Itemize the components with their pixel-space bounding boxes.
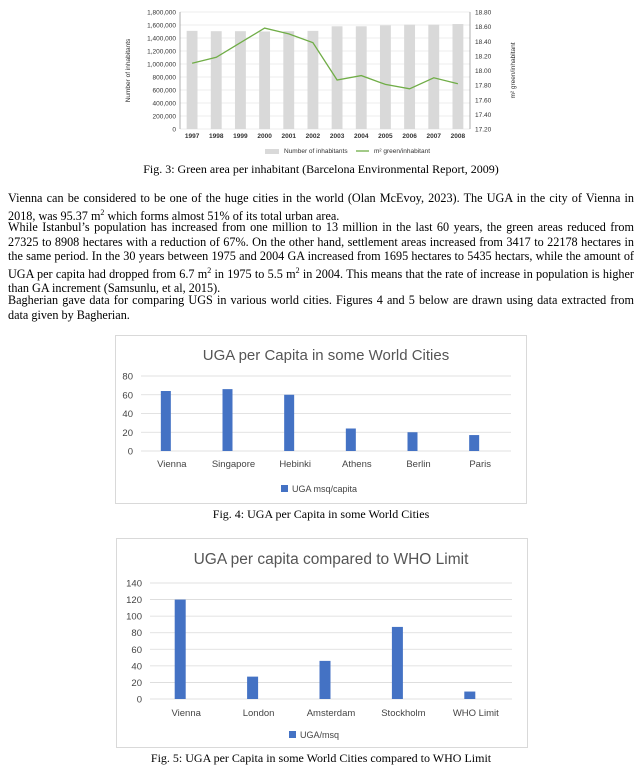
x-tick-label: London xyxy=(242,708,275,719)
y-tick-label: 20 xyxy=(131,677,142,689)
y-tick-label: 80 xyxy=(122,371,133,383)
y-tick-label: 20 xyxy=(122,427,133,439)
bar-inhabitants xyxy=(332,26,343,129)
y-tick-label: 1,600,000 xyxy=(147,22,176,30)
figure3-caption: Fig. 3: Green area per inhabitant (Barcelona Environmental Report, 2009) xyxy=(143,162,499,176)
y2-tick-label: 17.20 xyxy=(475,126,492,134)
bar-inhabitants xyxy=(283,31,294,129)
x-tick-label: 2004 xyxy=(354,133,369,140)
bar-inhabitants xyxy=(380,25,391,129)
x-tick-label: 2001 xyxy=(281,133,296,140)
x-tick-label: 1999 xyxy=(233,133,248,140)
x-tick-label: 1997 xyxy=(184,133,200,140)
y-tick-label: 0 xyxy=(172,126,176,134)
x-tick-label: 2007 xyxy=(426,133,441,140)
bar-inhabitants xyxy=(187,31,198,129)
bar xyxy=(469,435,479,451)
x-tick-label: Vienna xyxy=(157,459,187,470)
y-tick-label: 60 xyxy=(122,390,133,402)
y-tick-label: 120 xyxy=(126,595,142,607)
y2-tick-label: 18.00 xyxy=(475,68,492,75)
x-tick-label: 2000 xyxy=(257,133,272,140)
bar-inhabitants xyxy=(452,24,463,129)
paragraph-istanbul: While Istanbul’s population has increased from one million to 13 million in the last 60 years, the green areas reduced from 27325 to 8908 hectares with a reduction of 67%. On the other hand, settlement areas increased from 3417 to 22178 hectares in the same period. In the 30 years between 1975 and 2004 GA increased from 1695 hectares to 5435 hectars, while the amount of UGA per capita had dropped from 6.7 $m^2$ in 1975 to 5.5 $m^2$ in 2004. This means that the rate of increase in population is higher than GA increment (Samsunlu, et al, 2015). xyxy=(8,220,634,296)
y-tick-label: 1,800,000 xyxy=(147,9,176,17)
y-tick-label: 800,000 xyxy=(152,74,176,82)
bar xyxy=(247,677,258,699)
x-tick-label: Athens xyxy=(342,459,372,470)
y-tick-label: 400,000 xyxy=(152,100,176,108)
y-tick-label: 40 xyxy=(131,661,142,673)
legend-swatch-inhabitants xyxy=(265,149,279,154)
chart-title: UGA per Capita in some World Cities xyxy=(202,347,450,364)
y-tick-label: 40 xyxy=(122,409,133,420)
figure5-chart-box xyxy=(116,538,528,748)
x-tick-label: 2002 xyxy=(305,133,321,140)
bar xyxy=(408,432,418,451)
x-tick-label: Vienna xyxy=(171,708,201,719)
y-tick-label: 200,000 xyxy=(152,113,176,121)
x-tick-label: 2005 xyxy=(378,133,393,140)
bar xyxy=(346,429,356,452)
figure4-chart xyxy=(116,336,526,503)
bar xyxy=(320,661,331,699)
legend-swatch xyxy=(289,731,296,738)
bar xyxy=(175,600,186,699)
y-tick-label: 0 xyxy=(127,446,133,458)
x-tick-label: WHO Limit xyxy=(452,708,499,719)
y2-tick-label: 17.80 xyxy=(475,82,492,90)
y-tick-label: 1,000,000 xyxy=(147,61,176,69)
y2-tick-label: 17.60 xyxy=(475,97,492,105)
x-tick-label: Amsterdam xyxy=(306,708,356,719)
paragraph-vienna: Vienna can be considered to be one of the huge cities in the world (Olan McEvoy, 2023). The UGA in the city of Vienna in 2018, was 95.37 $m^2$ which forms almost 51% of its total urban area. xyxy=(8,191,634,223)
figure3-chart xyxy=(115,2,535,160)
legend-label: UGA msq/capita xyxy=(292,484,358,494)
legend-label-green: m² green/inhabitant xyxy=(374,148,431,155)
figure5-caption: Fig. 5: UGA per Capita in some World Cities compared to WHO Limit xyxy=(150,751,492,765)
y-tick-label: 140 xyxy=(126,578,142,590)
bar xyxy=(223,389,233,451)
figure5-chart xyxy=(117,539,527,747)
figure4-chart-box xyxy=(115,335,527,504)
y-tick-label: 600,000 xyxy=(152,87,176,95)
figure4-caption: Fig. 4: UGA per Capita in some World Cities xyxy=(212,507,430,521)
line-green-per-inhabitant xyxy=(192,28,458,89)
x-tick-label: Hebinki xyxy=(279,459,312,470)
y2-axis-title: m² green/inhabitant xyxy=(510,42,517,99)
x-tick-label: 2003 xyxy=(329,133,345,140)
y-tick-label: 60 xyxy=(131,644,142,656)
y2-tick-label: 18.80 xyxy=(475,9,492,17)
y2-tick-label: 18.40 xyxy=(475,38,492,46)
y-tick-label: 0 xyxy=(136,694,142,706)
x-tick-label: Singapore xyxy=(211,459,256,470)
x-tick-label: 2008 xyxy=(450,133,466,140)
bar xyxy=(464,692,475,699)
chart-title: UGA per capita compared to WHO Limit xyxy=(193,551,469,568)
y-axis-title: Number of inhabitants xyxy=(125,38,132,103)
y-tick-label: 1,400,000 xyxy=(147,35,176,43)
bar-inhabitants xyxy=(235,31,246,129)
y-tick-label: 100 xyxy=(126,611,142,623)
bar-inhabitants xyxy=(211,31,222,129)
y-tick-label: 1,200,000 xyxy=(147,48,176,56)
x-tick-label: Stockholm xyxy=(381,708,426,719)
x-tick-label: 1998 xyxy=(209,133,224,140)
bar-inhabitants xyxy=(307,31,318,129)
bar xyxy=(392,627,403,699)
legend-label: UGA/msq xyxy=(300,730,340,740)
y2-tick-label: 18.60 xyxy=(475,24,492,32)
legend-swatch xyxy=(281,485,288,492)
legend-label-inhabitants: Number of inhabitants xyxy=(284,148,348,155)
paragraph-bagherian: Bagherian gave data for comparing UGS in various world cities. Figures 4 and 5 below are drawn using data extracted from data given by Bagherian. xyxy=(8,293,634,322)
bar-inhabitants xyxy=(428,25,439,129)
x-tick-label: 2006 xyxy=(402,133,417,140)
bar-inhabitants xyxy=(404,25,415,129)
bar xyxy=(161,391,171,451)
bar xyxy=(284,395,294,451)
x-tick-label: Paris xyxy=(469,459,491,470)
x-tick-label: Berlin xyxy=(406,459,431,470)
y2-tick-label: 18.20 xyxy=(475,53,492,61)
y-tick-label: 80 xyxy=(131,628,142,640)
y2-tick-label: 17.40 xyxy=(475,111,492,119)
bar-inhabitants xyxy=(259,32,270,130)
